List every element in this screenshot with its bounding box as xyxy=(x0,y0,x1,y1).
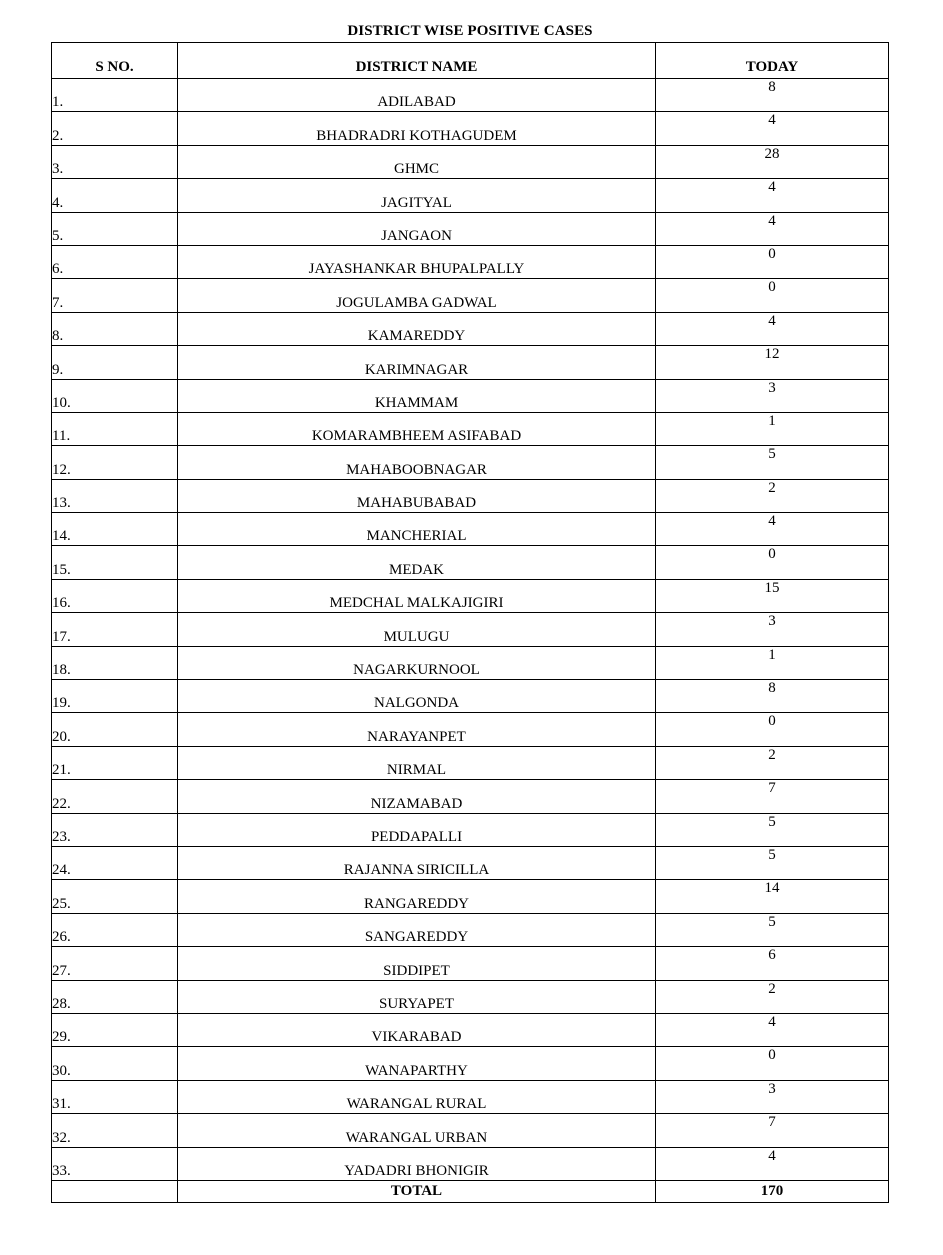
table-row xyxy=(52,579,889,612)
row-sno: 32. xyxy=(52,1114,178,1147)
row-sno: 2. xyxy=(52,112,178,145)
row-today-count: 4 xyxy=(656,112,889,145)
table-row xyxy=(52,379,889,412)
table-row xyxy=(52,680,889,713)
table-row xyxy=(52,846,889,879)
table-row xyxy=(52,446,889,479)
row-sno: 11. xyxy=(52,412,178,445)
row-sno: 23. xyxy=(52,813,178,846)
total-row xyxy=(52,1180,889,1202)
table-row xyxy=(52,947,889,980)
row-district-name: MULUGU xyxy=(178,613,656,646)
row-district-name: NIZAMABAD xyxy=(178,780,656,813)
table-row xyxy=(52,479,889,512)
row-today-count: 4 xyxy=(656,179,889,212)
table-header xyxy=(52,43,889,79)
row-district-name: WANAPARTHY xyxy=(178,1047,656,1080)
row-sno: 26. xyxy=(52,913,178,946)
row-district-name: PEDDAPALLI xyxy=(178,813,656,846)
row-district-name: NIRMAL xyxy=(178,746,656,779)
row-today-count: 3 xyxy=(656,379,889,412)
row-today-count: 4 xyxy=(656,1013,889,1046)
header-sno: S NO. xyxy=(52,43,178,79)
row-today-count: 5 xyxy=(656,446,889,479)
table-row xyxy=(52,212,889,245)
table-row xyxy=(52,1147,889,1180)
header-today: TODAY xyxy=(656,43,889,79)
row-district-name: WARANGAL URBAN xyxy=(178,1114,656,1147)
row-today-count: 8 xyxy=(656,79,889,112)
row-sno: 22. xyxy=(52,780,178,813)
row-district-name: NARAYANPET xyxy=(178,713,656,746)
row-today-count: 12 xyxy=(656,346,889,379)
row-sno: 15. xyxy=(52,546,178,579)
row-today-count: 0 xyxy=(656,713,889,746)
row-district-name: WARANGAL RURAL xyxy=(178,1080,656,1113)
row-sno: 31. xyxy=(52,1080,178,1113)
table-row xyxy=(52,980,889,1013)
row-sno: 30. xyxy=(52,1047,178,1080)
row-today-count: 15 xyxy=(656,579,889,612)
row-district-name: MEDCHAL MALKAJIGIRI xyxy=(178,579,656,612)
table-row xyxy=(52,746,889,779)
page-title: DISTRICT WISE POSITIVE CASES xyxy=(347,23,593,39)
row-sno: 14. xyxy=(52,513,178,546)
row-district-name: VIKARABAD xyxy=(178,1013,656,1046)
table-row xyxy=(52,145,889,178)
table-row xyxy=(52,713,889,746)
table-row xyxy=(52,179,889,212)
row-sno: 28. xyxy=(52,980,178,1013)
row-sno: 21. xyxy=(52,746,178,779)
row-today-count: 14 xyxy=(656,880,889,913)
row-today-count: 0 xyxy=(656,1047,889,1080)
table-row xyxy=(52,1047,889,1080)
row-sno: 3. xyxy=(52,145,178,178)
row-today-count: 4 xyxy=(656,1147,889,1180)
table-row xyxy=(52,346,889,379)
row-sno: 5. xyxy=(52,212,178,245)
row-district-name: SANGAREDDY xyxy=(178,913,656,946)
row-today-count: 1 xyxy=(656,646,889,679)
row-district-name: MEDAK xyxy=(178,546,656,579)
row-sno: 18. xyxy=(52,646,178,679)
row-today-count: 0 xyxy=(656,546,889,579)
row-district-name: MANCHERIAL xyxy=(178,513,656,546)
row-today-count: 4 xyxy=(656,513,889,546)
row-sno: 27. xyxy=(52,947,178,980)
total-label: TOTAL xyxy=(178,1180,656,1202)
district-cases-table xyxy=(51,42,889,1203)
row-today-count: 1 xyxy=(656,412,889,445)
row-sno: 8. xyxy=(52,312,178,345)
row-today-count: 2 xyxy=(656,980,889,1013)
row-district-name: SURYAPET xyxy=(178,980,656,1013)
row-sno: 7. xyxy=(52,279,178,312)
table-row xyxy=(52,412,889,445)
row-sno: 19. xyxy=(52,680,178,713)
table-row xyxy=(52,813,889,846)
row-today-count: 4 xyxy=(656,312,889,345)
row-today-count: 7 xyxy=(656,780,889,813)
row-sno: 24. xyxy=(52,846,178,879)
row-today-count: 5 xyxy=(656,813,889,846)
row-today-count: 3 xyxy=(656,1080,889,1113)
row-sno: 6. xyxy=(52,245,178,278)
table-row xyxy=(52,780,889,813)
row-today-count: 2 xyxy=(656,479,889,512)
row-sno: 33. xyxy=(52,1147,178,1180)
row-sno: 16. xyxy=(52,579,178,612)
table-row xyxy=(52,546,889,579)
table-row xyxy=(52,913,889,946)
row-today-count: 5 xyxy=(656,846,889,879)
table-row xyxy=(52,1114,889,1147)
row-district-name: MAHABOOBNAGAR xyxy=(178,446,656,479)
total-sno-cell xyxy=(52,1180,178,1202)
row-sno: 25. xyxy=(52,880,178,913)
row-today-count: 7 xyxy=(656,1114,889,1147)
header-district-name: DISTRICT NAME xyxy=(178,43,656,79)
row-district-name: NALGONDA xyxy=(178,680,656,713)
table-row xyxy=(52,1080,889,1113)
row-sno: 1. xyxy=(52,79,178,112)
row-district-name: ADILABAD xyxy=(178,79,656,112)
row-sno: 17. xyxy=(52,613,178,646)
row-district-name: BHADRADRI KOTHAGUDEM xyxy=(178,112,656,145)
table-row xyxy=(52,880,889,913)
row-sno: 13. xyxy=(52,479,178,512)
row-district-name: JOGULAMBA GADWAL xyxy=(178,279,656,312)
row-district-name: RAJANNA SIRICILLA xyxy=(178,846,656,879)
row-sno: 20. xyxy=(52,713,178,746)
table-row xyxy=(52,646,889,679)
table-footer xyxy=(52,1180,889,1202)
row-district-name: KARIMNAGAR xyxy=(178,346,656,379)
row-district-name: GHMC xyxy=(178,145,656,178)
row-today-count: 5 xyxy=(656,913,889,946)
row-today-count: 4 xyxy=(656,212,889,245)
row-sno: 4. xyxy=(52,179,178,212)
row-sno: 9. xyxy=(52,346,178,379)
row-today-count: 6 xyxy=(656,947,889,980)
row-today-count: 2 xyxy=(656,746,889,779)
total-value: 170 xyxy=(656,1180,889,1202)
table-row xyxy=(52,245,889,278)
table-row xyxy=(52,513,889,546)
row-district-name: SIDDIPET xyxy=(178,947,656,980)
row-district-name: MAHABUBABAD xyxy=(178,479,656,512)
table-row xyxy=(52,613,889,646)
row-district-name: RANGAREDDY xyxy=(178,880,656,913)
row-sno: 12. xyxy=(52,446,178,479)
row-today-count: 0 xyxy=(656,279,889,312)
table-row xyxy=(52,312,889,345)
row-district-name: YADADRI BHONIGIR xyxy=(178,1147,656,1180)
row-today-count: 3 xyxy=(656,613,889,646)
row-sno: 29. xyxy=(52,1013,178,1046)
row-district-name: JANGAON xyxy=(178,212,656,245)
row-district-name: NAGARKURNOOL xyxy=(178,646,656,679)
row-sno: 10. xyxy=(52,379,178,412)
table-row xyxy=(52,279,889,312)
header-row xyxy=(52,43,889,79)
row-district-name: JAYASHANKAR BHUPALPALLY xyxy=(178,245,656,278)
row-today-count: 0 xyxy=(656,245,889,278)
row-district-name: JAGITYAL xyxy=(178,179,656,212)
table-row xyxy=(52,79,889,112)
row-today-count: 8 xyxy=(656,680,889,713)
table-row xyxy=(52,112,889,145)
row-district-name: KOMARAMBHEEM ASIFABAD xyxy=(178,412,656,445)
table-row xyxy=(52,1013,889,1046)
row-today-count: 28 xyxy=(656,145,889,178)
row-district-name: KAMAREDDY xyxy=(178,312,656,345)
table-body xyxy=(52,79,889,1181)
row-district-name: KHAMMAM xyxy=(178,379,656,412)
